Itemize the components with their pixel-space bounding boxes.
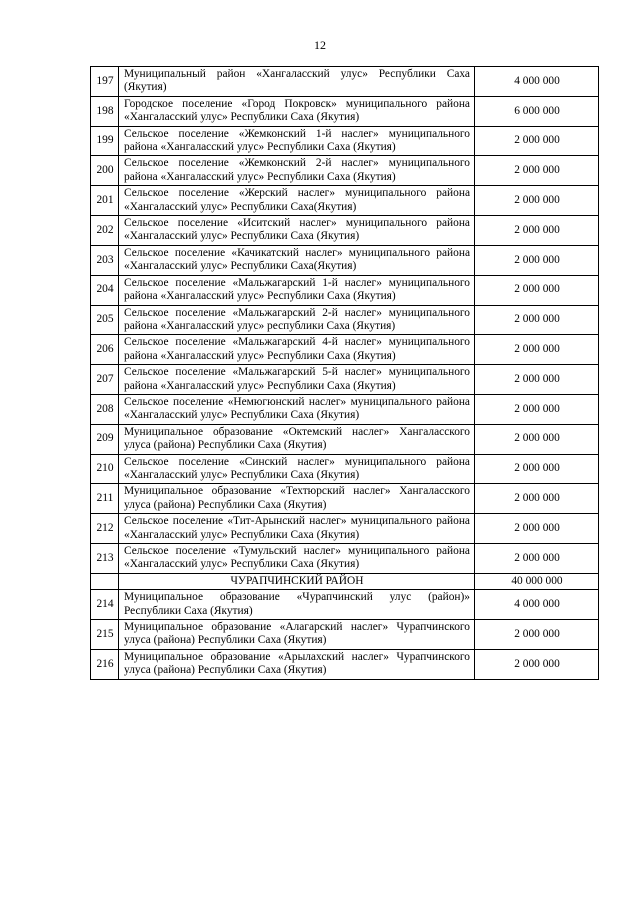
entity-name: Муниципальный район «Хангаласский улус» Республики Саха (Якутия) (119, 67, 475, 97)
row-number: 208 (91, 394, 119, 424)
section-header-row (91, 573, 599, 589)
entity-name: Сельское поселение «Мальжагарский 5-й наслег» муниципального района «Хангаласский улус» Республики Саха (Якутия) (119, 365, 475, 395)
amount: 2 000 000 (475, 424, 599, 454)
entity-name: Сельское поселение «Жерский наслег» муниципального района «Хангаласский улус» Республики Саха(Якутия) (119, 186, 475, 216)
row-number: 201 (91, 186, 119, 216)
table-row (91, 305, 599, 335)
row-number: 198 (91, 96, 119, 126)
row-number: 197 (91, 67, 119, 97)
amount: 2 000 000 (475, 275, 599, 305)
entity-name: Сельское поселение «Мальжагарский 4-й наслег» муниципального района «Хангаласский улус» Республики Саха (Якутия) (119, 335, 475, 365)
amount: 4 000 000 (475, 67, 599, 97)
amount: 2 000 000 (475, 186, 599, 216)
table-row (91, 186, 599, 216)
row-number: 210 (91, 454, 119, 484)
table-row (91, 394, 599, 424)
amount: 2 000 000 (475, 649, 599, 679)
amount: 2 000 000 (475, 620, 599, 650)
entity-name: Сельское поселение «Немюгюнский наслег» муниципального района «Хангаласский улус» Республики Саха (Якутия) (119, 394, 475, 424)
row-number: 206 (91, 335, 119, 365)
row-number: 209 (91, 424, 119, 454)
page-number: 12 (314, 38, 326, 52)
row-number: 213 (91, 544, 119, 574)
amount: 2 000 000 (475, 544, 599, 574)
entity-name: Сельское поселение «Синский наслег» муниципального района «Хангаласский улус» Республики Саха (Якутия) (119, 454, 475, 484)
allocation-table (90, 66, 599, 680)
entity-name: Сельское поселение «Иситский наслег» муниципального района «Хангаласский улус» Республики Саха (Якутия) (119, 216, 475, 246)
amount: 2 000 000 (475, 305, 599, 335)
table-row (91, 365, 599, 395)
table-row (91, 96, 599, 126)
table-row (91, 514, 599, 544)
table-row (91, 544, 599, 574)
amount: 4 000 000 (475, 590, 599, 620)
section-title: ЧУРАПЧИНСКИЙ РАЙОН (119, 573, 475, 589)
entity-name: Муниципальное образование «Техтюрский наслег» Хангаласского улуса (района) Республики Саха (Якутия) (119, 484, 475, 514)
table-row (91, 335, 599, 365)
entity-name: Муниципальное образование «Чурапчинский улус (район)» Республики Саха (Якутия) (119, 590, 475, 620)
row-number: 200 (91, 156, 119, 186)
row-number: 211 (91, 484, 119, 514)
amount: 2 000 000 (475, 245, 599, 275)
table-row (91, 454, 599, 484)
table-body (91, 67, 599, 680)
table-row (91, 590, 599, 620)
row-number: 202 (91, 216, 119, 246)
row-number: 204 (91, 275, 119, 305)
amount: 2 000 000 (475, 365, 599, 395)
table-row (91, 216, 599, 246)
table-row (91, 245, 599, 275)
amount: 2 000 000 (475, 454, 599, 484)
amount: 2 000 000 (475, 335, 599, 365)
table-row (91, 126, 599, 156)
amount: 2 000 000 (475, 216, 599, 246)
entity-name: Сельское поселение «Тит-Арынский наслег» муниципального района «Хангаласский улус» Республики Саха (Якутия) (119, 514, 475, 544)
table-row (91, 275, 599, 305)
row-number: 203 (91, 245, 119, 275)
row-number: 215 (91, 620, 119, 650)
row-number: 212 (91, 514, 119, 544)
row-number: 216 (91, 649, 119, 679)
table-row (91, 424, 599, 454)
amount: 2 000 000 (475, 156, 599, 186)
amount: 2 000 000 (475, 484, 599, 514)
amount: 2 000 000 (475, 126, 599, 156)
entity-name: Сельское поселение «Мальжагарский 2-й наслег» муниципального района «Хангаласский улус» республики Саха (Якутия) (119, 305, 475, 335)
entity-name: Муниципальное образование «Алагарский наслег» Чурапчинского улуса (района) Республики Саха (Якутия) (119, 620, 475, 650)
entity-name: Сельское поселение «Жемконский 1-й наслег» муниципального района «Хангаласский улус» Республики Саха (Якутия) (119, 126, 475, 156)
table-row (91, 67, 599, 97)
amount: 2 000 000 (475, 394, 599, 424)
row-number: 207 (91, 365, 119, 395)
row-number: 199 (91, 126, 119, 156)
table-row (91, 484, 599, 514)
entity-name: Сельское поселение «Жемконский 2-й наслег» муниципального района «Хангаласский улус» Республики Саха (Якутия) (119, 156, 475, 186)
entity-name: Муниципальное образование «Октемский наслег» Хангаласского улуса (района) Республики Саха (Якутия) (119, 424, 475, 454)
amount: 6 000 000 (475, 96, 599, 126)
row-number: 214 (91, 590, 119, 620)
entity-name: Сельское поселение «Мальжагарский 1-й наслег» муниципального района «Хангаласский улус» Республики Саха (Якутия) (119, 275, 475, 305)
entity-name: Сельское поселение «Тумульский наслег» муниципального района «Хангаласский улус» Республики Саха (Якутия) (119, 544, 475, 574)
entity-name: Сельское поселение «Качикатский наслег» муниципального района «Хангаласский улус» Республики Саха(Якутия) (119, 245, 475, 275)
section-total: 40 000 000 (475, 573, 599, 589)
entity-name: Муниципальное образование «Арылахский наслег» Чурапчинского улуса (района) Республики Саха (Якутия) (119, 649, 475, 679)
row-number: 205 (91, 305, 119, 335)
row-number (91, 573, 119, 589)
entity-name: Городское поселение «Город Покровск» муниципального района «Хангаласский улус» Республики Саха (Якутия) (119, 96, 475, 126)
amount: 2 000 000 (475, 514, 599, 544)
table-row (91, 156, 599, 186)
table-row (91, 649, 599, 679)
table-row (91, 620, 599, 650)
